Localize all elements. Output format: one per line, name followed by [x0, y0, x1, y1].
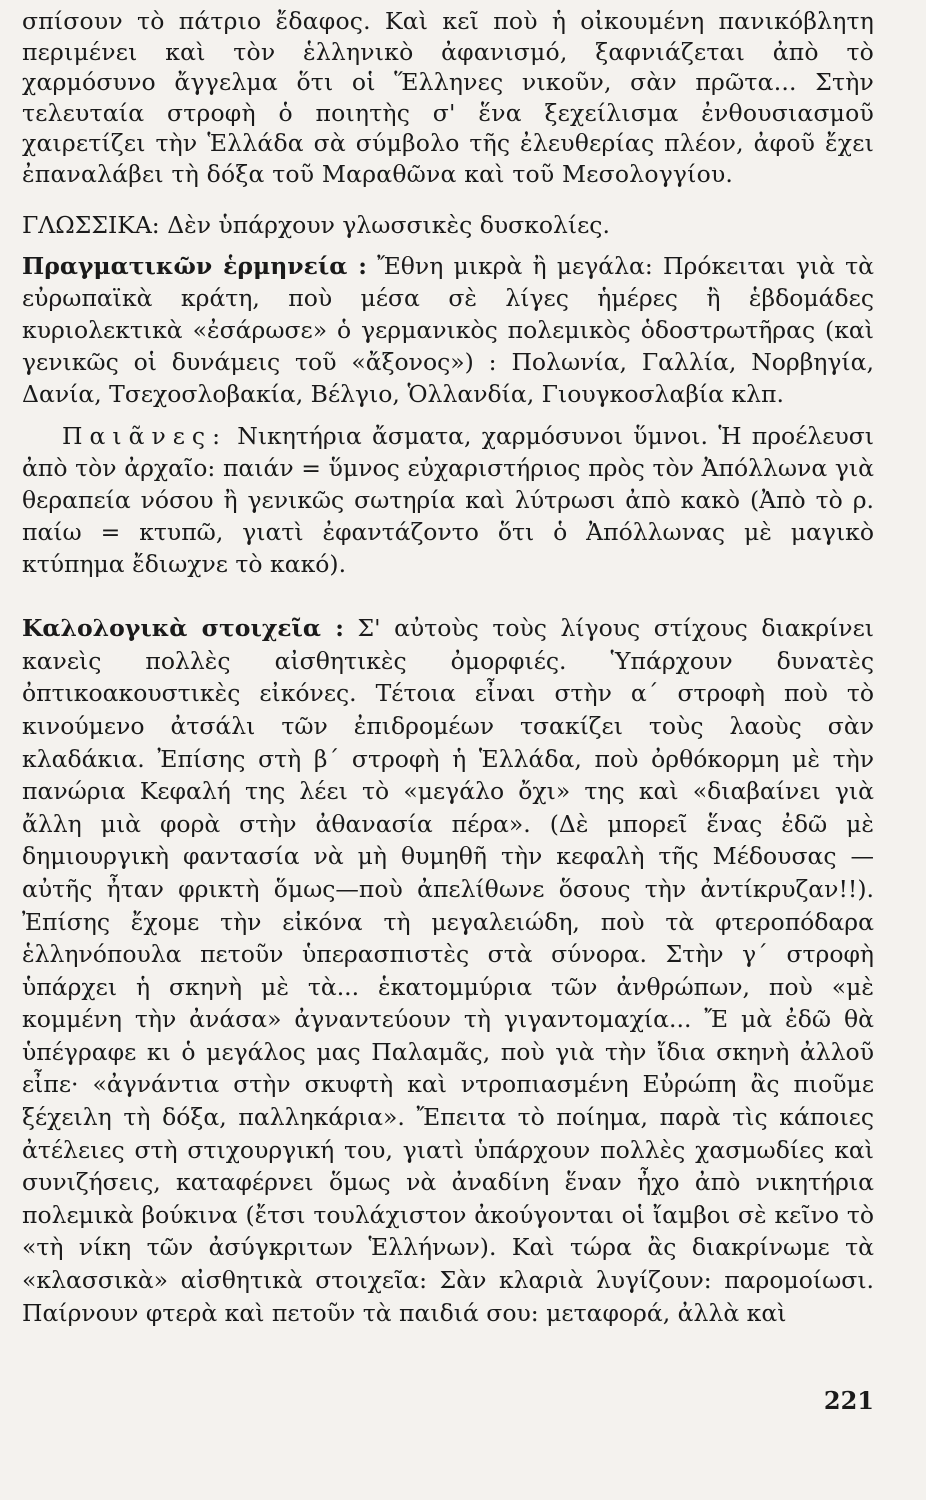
paianes-paragraph — [22, 420, 874, 580]
pragmatikon-label: Πραγματικῶν ἑρμηνεία : — [22, 252, 367, 281]
paianes-text: Νικητήρια ἄσματα, χαρμόσυνοι ὕμνοι. Ἡ προέλευσι ἀπὸ τὸν ἀρχαῖο: παιάν = ὕμνος εὐχαριστήριος πρὸς τὸν Ἀπόλλωνα γιὰ θεραπεία νόσου ἢ γενικῶς σωτηρία καὶ λύτρωσι ἀπὸ κακὸ (Ἀπὸ τὸ ρ. παίω = κτυπῶ, γιατὶ ἐφαντάζοντο ὅτι ὁ Ἀπόλλωνας μὲ μαγικὸ κτύπημα ἔδιωχνε τὸ κακό). — [22, 422, 874, 579]
glossika-paragraph — [22, 210, 874, 241]
kalologika-paragraph — [22, 612, 874, 1329]
pragmatikon-text: Ἔθνη μικρὰ ἢ μεγάλα: Πρόκειται γιὰ τὰ εὐρωπαϊκὰ κράτη, ποὺ μέσα σὲ λίγες ἡμέρες ἢ ἑβδομάδες κυριολεκτικὰ «ἐσάρωσε» ὁ γερμανικὸς πολεμικὸς ὁδοστρωτῆρας (καὶ γενικῶς οἱ δυνάμεις τοῦ «ἄξονος») : Πολωνία, Γαλλία, Νορβηγία, Δανία, Τσεχοσλοβακία, Βέλγιο, Ὁλλανδία, Γιουγκοσλαβία κλπ. — [22, 252, 874, 409]
paianes-label: Παιᾶνες: — [62, 422, 227, 451]
kalologika-label: Καλολογικὰ στοιχεῖα : — [22, 614, 344, 643]
kalologika-text: Σ' αὐτοὺς τοὺς λίγους στίχους διακρίνει κανεὶς πολλὲς αἰσθητικὲς ὀμορφιές. Ὑπάρχουν δυνατὲς ὀπτικοακουστικὲς εἰκόνες. Τέτοια εἶναι στὴν α΄ στροφὴ ποὺ τὸ κινούμενο ἀτσάλι τῶν ἐπιδρομέων τσακίζει τοὺς λαοὺς σὰν κλαδάκια. Ἐπίσης στὴ β΄ στροφὴ ἡ Ἑλλάδα, ποὺ ὀρθόκορμη μὲ τὴν πανώρια Κεφαλή της λέει τὸ «μεγάλο ὄχι» της καὶ «διαβαίνει γιὰ ἄλλη μιὰ φορὰ στὴν ἀθανασία πέρα». (Δὲ μπορεῖ ἕνας ἐδῶ μὲ δημιουργικὴ φαντασία νὰ μὴ θυμηθῆ τὴν κεφαλὴ τῆς Μέδουσας —αὐτῆς ἦταν φρικτὴ ὅμως—ποὺ ἀπελίθωνε ὅσους τὴν ἀντίκρυζαν!!). Ἐπίσης ἔχομε τὴν εἰκόνα τὴ μεγαλειώδη, ποὺ τὰ φτεροπόδαρα ἑλληνόπουλα πετοῦν ὑπερασπιστὲς στὰ σύνορα. Στὴν γ΄ στροφὴ ὑπάρχει ἡ σκηνὴ μὲ τὰ... ἑκατομμύρια τῶν ἀνθρώπων, ποὺ «μὲ κομμένη τὴν ἀνάσα» ἀγναντεύουν τὴ γιγαντομαχία... Ἔ μὰ ἐδῶ θὰ ὑπέγραφε κι ὁ μεγάλος μας Παλαμᾶς, ποὺ γιὰ τὴν ἴδια σκηνὴ ἀλλοῦ εἶπε· «ἀγνάντια στὴν σκυφτὴ καὶ ντροπιασμένη Εὐρώπη ἂς πιοῦμε ξέχειλη τὴ δόξα, παλληκάρια». Ἔπειτα τὸ ποίημα, παρὰ τὶς κάποιες ἀτέλειες στὴ στιχουργική του, γιατὶ ὑπάρχουν πολλὲς χασμωδίες καὶ συνιζήσεις, καταφέρνει ὅμως νὰ ἀναδίνη ἕναν ἦχο ἀπὸ νικητήρια πολεμικὰ βούκινα (ἔτσι τουλάχιστον ἀκούγονται οἱ ἴαμβοι σὲ κεῖνο τὸ «τὴ νίκη τῶν ἀσύγκριτων Ἑλλήνων). Καὶ τώρα ἂς διακρίνωμε τὰ «κλασσικὰ» αἰσθητικὰ στοιχεῖα: Σὰν κλαριὰ λυγίζουν: παρομοίωσι. Παίρνουν φτερὰ καὶ πετοῦν τὰ παιδιά σου: μεταφορά, ἀλλὰ καὶ — [22, 614, 874, 1327]
pragmatikon-paragraph — [22, 250, 874, 410]
page-number: 221 — [823, 1386, 874, 1415]
glossika-label: ΓΛΩΣΣΙΚΑ: — [22, 210, 160, 239]
glossika-text: Δὲν ὑπάρχουν γλωσσικὲς δυσκολίες. — [159, 210, 610, 239]
intro-paragraph: σπίσουν τὸ πάτριο ἔδαφος. Καὶ κεῖ ποὺ ἡ οἰκουμένη πανικόβλητη περιμένει καὶ τὸν ἑλληνικὸ ἀφανισμό, ξαφνιάζεται ἀπὸ τὸ χαρμόσυνο ἄγγελμα ὅτι οἱ Ἕλληνες νικοῦν, σὰν πρῶτα... Στὴν τελευταία στροφὴ ὁ ποιητὴς σ' ἕνα ξεχείλισμα ἐνθουσιασμοῦ χαιρετίζει τὴν Ἑλλάδα σὰ σύμβολο τῆς ἐλευθερίας πλέον, ἀφοῦ ἔχει ἐπαναλάβει τὴ δόξα τοῦ Μαραθῶνα καὶ τοῦ Μεσολογγίου. — [22, 7, 874, 188]
